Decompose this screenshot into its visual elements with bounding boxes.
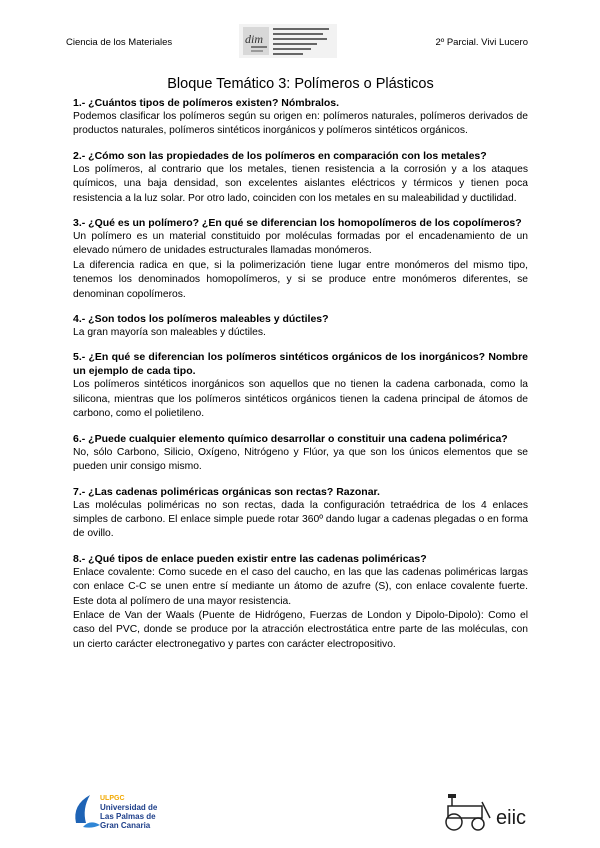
answer-paragraph: Las moléculas poliméricas no son rectas, dada la configuración tetraédrica de los 4 enlaces simples de carbono. El enlace simple puede rotar 360º dando lugar a cadenas plegadas o en forma de ovillo. xyxy=(73,499,528,540)
question-title: 1.- ¿Cuántos tipos de polímeros existen? Nómbralos. xyxy=(73,97,340,109)
question-block xyxy=(73,149,528,206)
ulpgc-acronym: ULPGC xyxy=(100,795,125,802)
answer-paragraph: No, sólo Carbono, Silicio, Oxígeno, Nitrógeno y Flúor, ya que son los únicos elementos que se pueden unir consigo mismo. xyxy=(73,446,528,473)
question-title: 4.- ¿Son todos los polímeros maleables y dúctiles? xyxy=(73,313,329,326)
question-title: 2.- ¿Cómo son las propiedades de los polímeros en comparación con los metales? xyxy=(73,149,487,162)
svg-text:Departamento de Ingeniería Mec: Departamento de Ingeniería Mecánica xyxy=(273,26,291,27)
question-block xyxy=(73,552,528,652)
department-logo-graphic xyxy=(239,24,337,58)
ulpgc-logo xyxy=(70,789,190,835)
answer-paragraph: Los polímeros sintéticos inorgánicos son aquellos que no tienen la cadena carbonada, como la silicona, mientras que los polímeros sintéticos orgánicos tienen la cadena principal de átomos de carbono, como el polietileno. xyxy=(73,379,528,420)
answer-paragraph: Enlace de Van der Waals (Puente de Hidrógeno, Fuerzas de London y Dipolo-Dipolo): Como el caso del PVC, donde se produce por la atracción electrostática entre parte de las moléculas, con un cierto carácter electronegativo y partes con carácter electropositivo. xyxy=(73,609,528,650)
question-block xyxy=(73,216,528,302)
question-title: 6.- ¿Puede cualquier elemento químico desarrollar o constituir una cadena polimérica? xyxy=(73,432,508,445)
ulpgc-logo-graphic xyxy=(70,789,190,835)
question-block xyxy=(73,485,528,542)
question-list xyxy=(73,96,528,652)
question-block xyxy=(73,96,528,139)
question-title: 7.- ¿Las cadenas poliméricas orgánicas son rectas? Razonar. xyxy=(73,485,380,498)
document-body xyxy=(73,76,528,662)
ulpgc-line-3: Gran Canaria xyxy=(100,821,151,830)
question-block xyxy=(73,312,528,340)
answer-paragraph: La gran mayoría son maleables y dúctiles. xyxy=(73,327,266,339)
answer-paragraph: Los polímeros, al contrario que los metales, tienen resistencia a la corrosión y a los ataques químicos, una baja densidad, son excelentes aislantes eléctricos y térmicos y tienen poca resistencia a la luz solar. Por otro lado, coinciden con los metales en su maleabilidad y ductilidad. xyxy=(73,163,528,204)
header-course-name: Ciencia de los Materiales xyxy=(66,37,173,48)
question-block xyxy=(73,350,528,421)
eiic-logo-graphic xyxy=(442,792,554,832)
ulpgc-emblem-icon xyxy=(75,795,90,823)
page-header xyxy=(0,0,600,62)
question-title: 5.- ¿En qué se diferencian los polímeros sintéticos orgánicos de los inorgánicos? Nombre un ejemplo de cada tipo. xyxy=(73,351,528,378)
question-block xyxy=(73,432,528,475)
answer-paragraph: Enlace covalente: Como sucede en el caso del caucho, en las que las cadenas poliméricas largas con enlace C-C se unen entre sí mediante un átomo de azufre (S), con enlace covalente fuerte. Este dota al polímero de una mayor resistencia. xyxy=(73,566,528,607)
ulpgc-line-2: Las Palmas de xyxy=(100,812,156,821)
eiic-logo xyxy=(442,792,554,832)
eiic-text: eiic xyxy=(496,807,527,829)
question-title: 3.- ¿Qué es un polímero? ¿En qué se diferencian los homopolímeros de los copolímeros? xyxy=(73,217,522,230)
answer-paragraph: Un polímero es un material constituido por moléculas formadas por el encadenamiento de un elevado número de unidades estructurales llamadas monómeros. xyxy=(73,231,528,257)
logo-mark-text: dim xyxy=(245,32,263,46)
answer-paragraph: La diferencia radica en que, si la polimerización tiene lugar entre monómeros del mismo tipo, tenemos los denominados homopolímeros, y si se produce entre monómeros diferentes, se denominan copolímeros. xyxy=(73,259,528,300)
ulpgc-line-1: Universidad de xyxy=(100,803,158,812)
page-title: Bloque Temático 3: Polímeros o Plásticos xyxy=(167,76,434,92)
question-title: 8.- ¿Qué tipos de enlace pueden existir entre las cadenas poliméricas? xyxy=(73,552,427,565)
answer-paragraph: Podemos clasificar los polímeros según su origen en: polímeros naturales, polímeros derivados de productos naturales, polímeros sintéticos inorgánicos y polímeros sintéticos orgánicos. xyxy=(73,111,528,137)
department-logo xyxy=(239,24,337,58)
header-author: 2º Parcial. Vivi Lucero xyxy=(435,37,528,48)
